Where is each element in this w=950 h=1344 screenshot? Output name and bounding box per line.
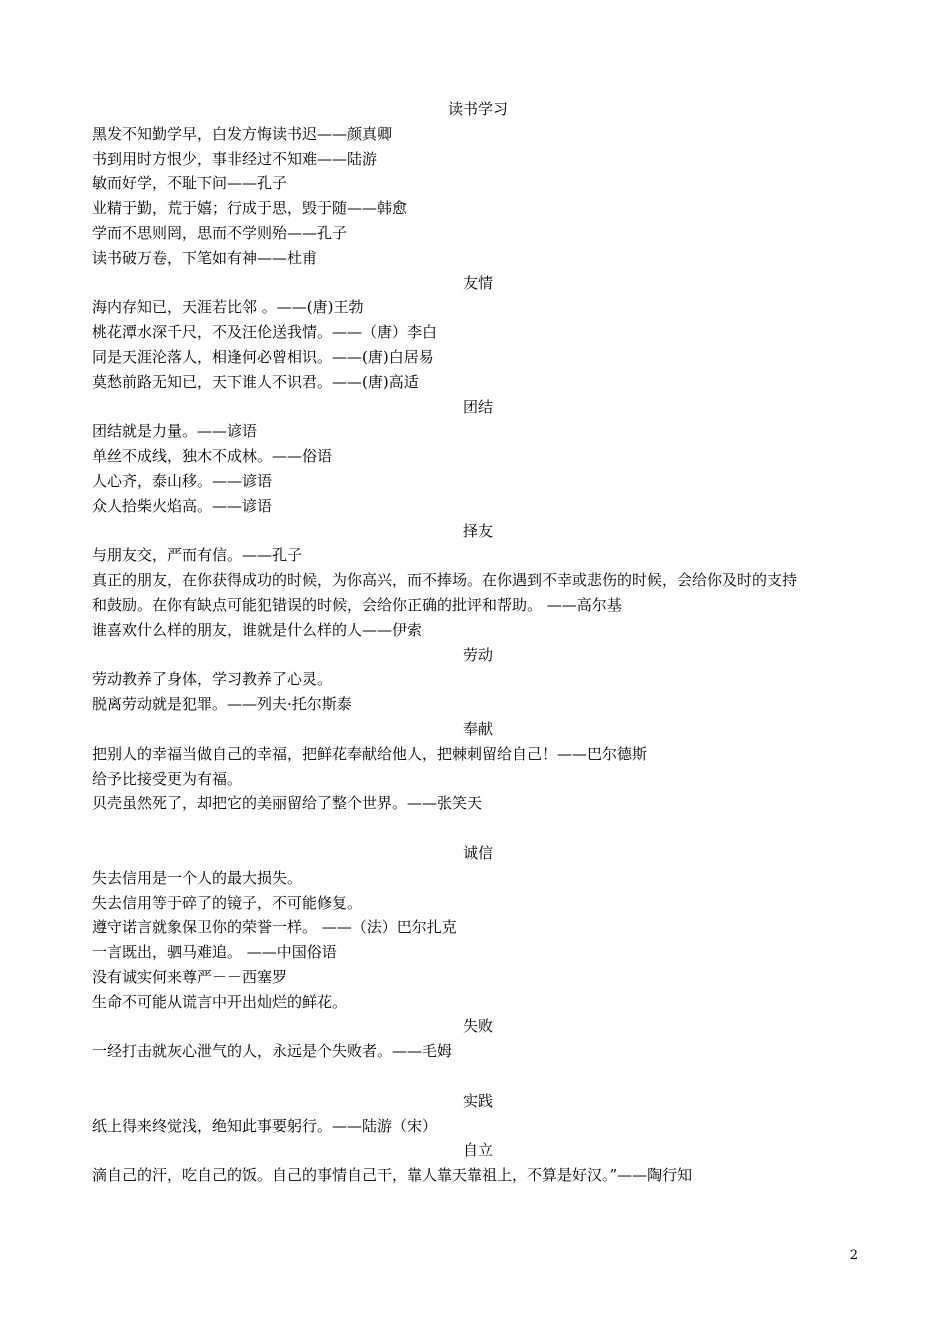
section-heading: 团结 bbox=[462, 397, 493, 416]
quote-line: 滴自己的汗，吃自己的饭。自己的事情自己干，靠人靠天靠祖上，不算是好汉。”——陶行知 bbox=[92, 1166, 693, 1185]
section-heading: 诚信 bbox=[462, 843, 493, 862]
quote-line: 敏而好学，不耻下问——孔子 bbox=[92, 174, 288, 193]
section-heading: 奉献 bbox=[462, 719, 493, 738]
quote-line: 谁喜欢什么样的朋友，谁就是什么样的人——伊索 bbox=[92, 620, 423, 639]
quote-line: 脱离劳动就是犯罪。——列夫·托尔斯泰 bbox=[92, 695, 352, 714]
quote-line: 生命不可能从谎言中开出灿烂的鲜花。 bbox=[92, 992, 348, 1011]
quote-line: 与朋友交，严而有信。——孔子 bbox=[92, 546, 303, 565]
section-heading: 友情 bbox=[462, 273, 493, 292]
blank-line bbox=[92, 816, 864, 841]
quote-line: 遵守诺言就象保卫你的荣誉一样。 ——（法）巴尔扎克 bbox=[92, 918, 457, 937]
quote-line: 莫愁前路无知已，天下谁人不识君。——(唐)高适 bbox=[92, 372, 419, 391]
section-heading: 失败 bbox=[462, 1017, 493, 1036]
quote-line: 同是天涯沦落人，相逢何必曾相识。——(唐)白居易 bbox=[92, 347, 434, 366]
quote-line: 给予比接受更为有福。 bbox=[92, 769, 243, 788]
quote-line: 一经打击就灰心泄气的人，永远是个失败者。——毛姆 bbox=[92, 1042, 453, 1061]
section-heading: 读书学习 bbox=[447, 100, 508, 118]
quote-line: 纸上得来终觉浅，绝知此事要躬行。——陆游（宋） bbox=[92, 1116, 438, 1135]
blank-line bbox=[92, 1064, 864, 1089]
quote-line: 书到用时方恨少，事非经过不知难——陆游 bbox=[92, 149, 378, 168]
quote-line: 单丝不成线，独木不成林。——俗语 bbox=[92, 447, 333, 466]
quote-line: 众人拾柴火焰高。——谚语 bbox=[92, 496, 273, 515]
quote-line: 没有诚实何来尊严－－西塞罗 bbox=[92, 967, 288, 986]
quote-line: 失去信用等于碎了的镜子，不可能修复。 bbox=[92, 893, 363, 912]
quote-line: 失去信用是一个人的最大损失。 bbox=[92, 868, 303, 887]
section-heading: 择友 bbox=[462, 521, 493, 540]
quote-line: 和鼓励。在你有缺点可能犯错误的时候，会给你正确的批评和帮助。 ——高尔基 bbox=[92, 595, 622, 614]
quote-line: 学而不思则罔，思而不学则殆——孔子 bbox=[92, 223, 348, 242]
quote-line: 人心齐，泰山移。——谚语 bbox=[92, 471, 273, 490]
quote-line: 真正的朋友，在你获得成功的时候，为你高兴，而不捧场。在你遇到不幸或悲伤的时候，会给你及时的支持 bbox=[92, 571, 798, 590]
quote-line: 贝壳虽然死了，却把它的美丽留给了整个世界。——张笑天 bbox=[92, 794, 483, 813]
document-body bbox=[92, 97, 864, 1188]
quote-line: 把别人的幸福当做自己的幸福，把鲜花奉献给他人，把棘刺留给自己！——巴尔德斯 bbox=[92, 744, 648, 763]
quote-line: 一言既出，驷马难追。 ——中国俗语 bbox=[92, 943, 337, 962]
page-number: 2 bbox=[849, 1248, 858, 1263]
quote-line: 劳动教养了身体，学习教养了心灵。 bbox=[92, 670, 333, 689]
section-heading: 实践 bbox=[462, 1091, 493, 1110]
quote-line: 业精于勤，荒于嬉；行成于思，毁于随——韩愈 bbox=[92, 199, 408, 218]
section-heading: 劳动 bbox=[462, 645, 493, 664]
quote-line: 黑发不知勤学早，白发方悔读书迟——颜真卿 bbox=[92, 124, 393, 143]
quote-line: 海内存知已，天涯若比邻 。——(唐)王勃 bbox=[92, 298, 364, 317]
quote-line: 读书破万卷，下笔如有神——杜甫 bbox=[92, 248, 318, 267]
quote-line: 团结就是力量。——谚语 bbox=[92, 422, 258, 441]
quote-line: 桃花潭水深千尺，不及汪伦送我情。——（唐）李白 bbox=[92, 323, 438, 342]
section-heading: 自立 bbox=[462, 1141, 493, 1160]
